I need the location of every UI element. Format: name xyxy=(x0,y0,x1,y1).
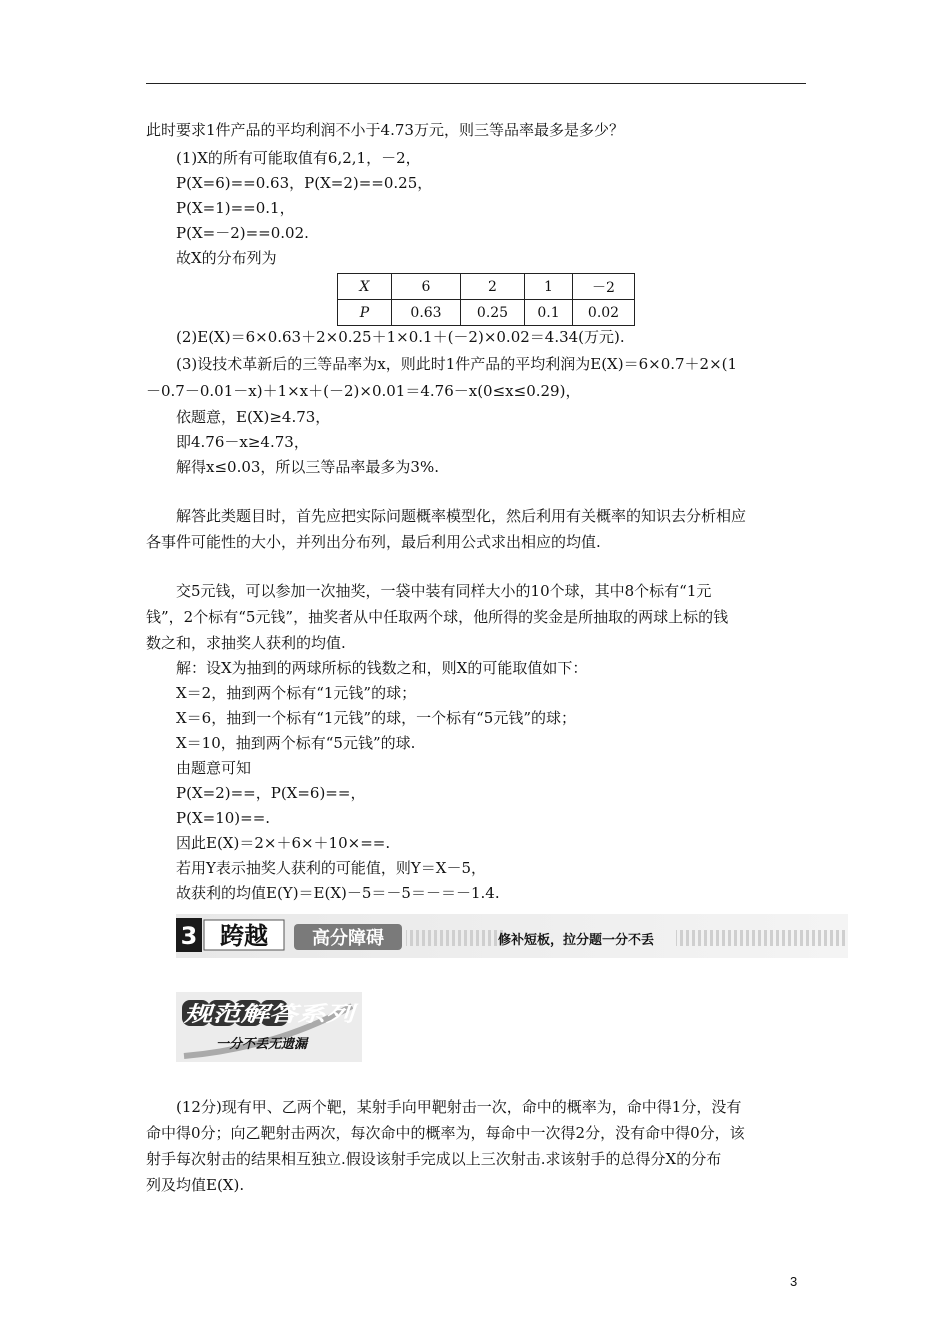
page-number: 3 xyxy=(790,1274,798,1289)
text-line: X＝2，抽到两个标有“1元钱”的球； xyxy=(176,684,417,702)
text-line: X＝10，抽到两个标有“5元钱”的球. xyxy=(176,734,416,752)
text-line: 射手每次射击的结果相互独立.假设该射手完成以上三次射击.求该射手的总得分X的分布 xyxy=(146,1150,722,1168)
text-line: (2)E(X)＝6×0.63＋2×0.25＋1×0.1＋(－2)×0.02＝4.34(万元). xyxy=(176,328,625,346)
table-cell: 1 xyxy=(525,274,573,300)
text-line: 命中得0分；向乙靶射击两次，每次命中的概率为，每命中一次得2分，没有命中得0分，该 xyxy=(146,1124,745,1142)
text-line: 若用Y表示抽奖人获利的可能值，则Y＝X－5， xyxy=(176,859,487,877)
header-rule xyxy=(146,83,806,84)
badge-subtitle: 一分不丢无遗漏 xyxy=(216,1037,308,1052)
text-line: －0.7－0.01－x)＋1×x＋(－2)×0.01＝4.76－x(0≤x≤0.29)， xyxy=(146,382,581,400)
text-line: (3)设技术革新后的三等品率为x，则此时1件产品的平均利润为E(X)＝6×0.7＋2×(1 xyxy=(176,355,738,373)
text-line: 各事件可能性的大小，并列出分布列，最后利用公式求出相应的均值. xyxy=(146,533,601,551)
text-line: X＝6，抽到一个标有“1元钱”的球，一个标有“5元钱”的球； xyxy=(176,709,576,727)
text-line: 即4.76－x≥4.73， xyxy=(176,433,309,451)
text-line: P(X=－2)==0.02. xyxy=(176,224,309,242)
text-line: 解答此类题目时，首先应把实际问题概率模型化，然后利用有关概率的知识去分析相应 xyxy=(176,507,747,525)
table-cell: 0.02 xyxy=(573,300,635,326)
text-line: P(X=1)==0.1， xyxy=(176,199,295,217)
banner-number: 3 xyxy=(180,922,198,950)
table-cell: －2 xyxy=(573,274,635,300)
series-badge xyxy=(176,992,362,1062)
text-line: (12分)现有甲、乙两个靶，某射手向甲靶射击一次，命中的概率为，命中得1分，没有 xyxy=(176,1098,742,1116)
banner-subtitle: 高分障碍 xyxy=(312,928,384,949)
table-cell: 6 xyxy=(392,274,461,300)
text-line: 列及均值E(X). xyxy=(146,1176,245,1194)
text-line: 钱”，2个标有“5元钱”，抽奖者从中任取两个球，他所得的奖金是所抽取的两球上标的钱 xyxy=(146,608,729,626)
text-line: 解得x≤0.03，所以三等品率最多为3%. xyxy=(176,458,439,476)
table-cell: 2 xyxy=(461,274,525,300)
banner-title: 跨越 xyxy=(220,922,268,950)
text-line: 因此E(X)＝2×＋6×＋10×==. xyxy=(176,834,391,852)
banner-slogan: 修补短板，拉分题一分不丢 xyxy=(497,933,655,948)
text-line: (1)X的所有可能取值有6,2,1，－2， xyxy=(176,149,421,167)
text-line: 故X的分布列为 xyxy=(176,249,277,267)
table-cell: X xyxy=(338,274,392,300)
distribution-table xyxy=(337,273,635,326)
text-line: P(X=2)==，P(X=6)==， xyxy=(176,784,366,802)
section-banner xyxy=(176,914,848,958)
table-cell: P xyxy=(338,300,392,326)
text-line: 依题意，E(X)≥4.73， xyxy=(176,408,331,426)
text-line: 数之和，求抽奖人获利的均值. xyxy=(146,634,346,652)
text-line: 解：设X为抽到的两球所标的钱数之和，则X的可能取值如下： xyxy=(176,659,588,677)
text-line: 故获利的均值E(Y)＝E(X)－5＝－5＝－＝－1.4. xyxy=(176,884,500,902)
text-line: P(X=6)==0.63，P(X=2)==0.25， xyxy=(176,174,433,192)
table-cell: 0.63 xyxy=(392,300,461,326)
table-cell: 0.25 xyxy=(461,300,525,326)
table-row xyxy=(338,274,635,300)
text-line: 交5元钱，可以参加一次抽奖，一袋中装有同样大小的10个球，其中8个标有“1元 xyxy=(176,582,712,600)
table-row xyxy=(338,300,635,326)
table-cell: 0.1 xyxy=(525,300,573,326)
text-line: 此时要求1件产品的平均利润不小于4.73万元，则三等品率最多是多少？ xyxy=(146,121,624,139)
badge-title: 规范解答系列 xyxy=(182,1002,360,1026)
text-line: P(X=10)==. xyxy=(176,809,271,827)
text-line: 由题意可知 xyxy=(176,759,252,777)
